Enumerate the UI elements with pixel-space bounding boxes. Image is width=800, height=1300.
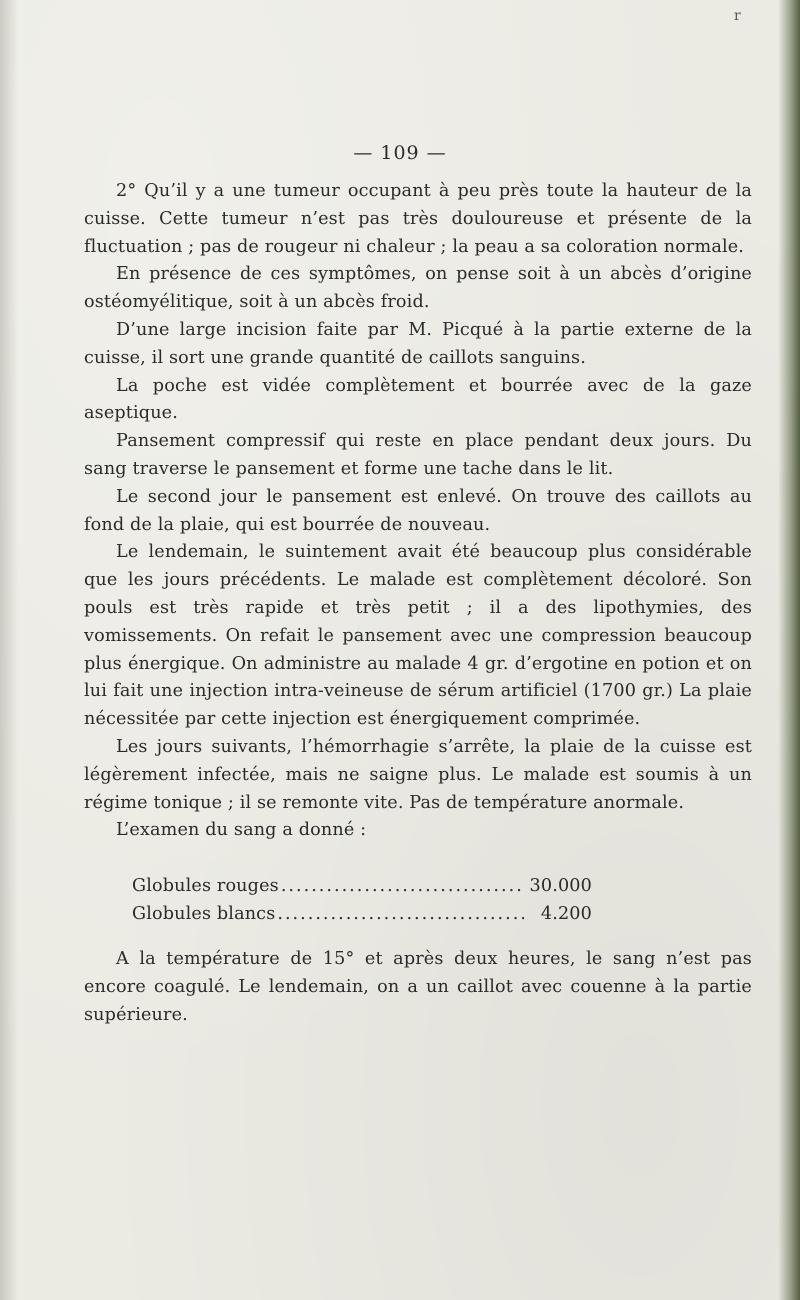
blood-row-white (132, 900, 592, 928)
paragraph: Les jours suivants, l’hémorrhagie s’arrête, la plaie de la cuisse est légèrement infectée, mais ne saigne plus. Le malade est soumis à un régime tonique ; il se remonte vite. Pas de température anormale. (84, 736, 752, 813)
binding-edge (778, 0, 800, 1300)
blood-exam-table (132, 872, 592, 928)
paragraph: L’examen du sang a donné : (116, 820, 367, 841)
body-text (84, 178, 752, 1030)
page-edge-shadow (0, 0, 18, 1300)
blood-label: Globules rouges (132, 876, 279, 897)
page-number: — 109 — (353, 142, 447, 164)
paragraph: Le second jour le pansement est enlevé. On trouve des caillots au fond de la plaie, qui est bourrée de nouveau. (84, 486, 752, 535)
blood-value: 30.000 (529, 876, 592, 897)
blood-value: 4.200 (540, 904, 592, 925)
dot-leader (281, 872, 524, 900)
paragraph: D’une large incision faite par M. Picqué à la partie externe de la cuisse, il sort une grande quantité de caillots sanguins. (84, 319, 752, 368)
paragraph: Le lendemain, le suintement avait été beaucoup plus considérable que les jours précédents. Le malade est complètement décoloré. Son pouls est très rapide et très petit ; il a des lipothymies, des vomissements. On refait le pansement avec une compression beaucoup plus énergique. On administre au malade 4 gr. d’ergotine en potion et on lui fait une injection intra-veineuse de sérum artificiel (1700 gr.) La plaie nécessitée par cette injection est énergiquement comprimée. (84, 542, 752, 730)
corner-mark: r (734, 8, 741, 24)
blood-label: Globules blancs (132, 904, 276, 925)
paragraph: Pansement compressif qui reste en place pendant deux jours. Du sang traverse le pansement et forme une tache dans le lit. (84, 431, 752, 479)
blood-row-red (132, 872, 592, 900)
paragraph: 2° Qu’il y a une tumeur occupant à peu près toute la hauteur de la cuisse. Cette tumeur n’est pas très douloureuse et présente de la fluctuation ; pas de rougeur ni chaleur ; la peau a sa coloration normale. (84, 181, 752, 257)
paragraph: En présence de ces symptômes, on pense soit à un abcès d’origine ostéomyélitique, soit à un abcès froid. (84, 264, 752, 313)
dot-leader (277, 900, 524, 928)
closing-paragraph: A la température de 15° et après deux heures, le sang n’est pas encore coagulé. Le lendemain, on a un caillot avec couenne à la partie supérieure. (84, 949, 752, 1025)
paragraph: La poche est vidée complètement et bourrée avec de la gaze aseptique. (84, 375, 752, 424)
